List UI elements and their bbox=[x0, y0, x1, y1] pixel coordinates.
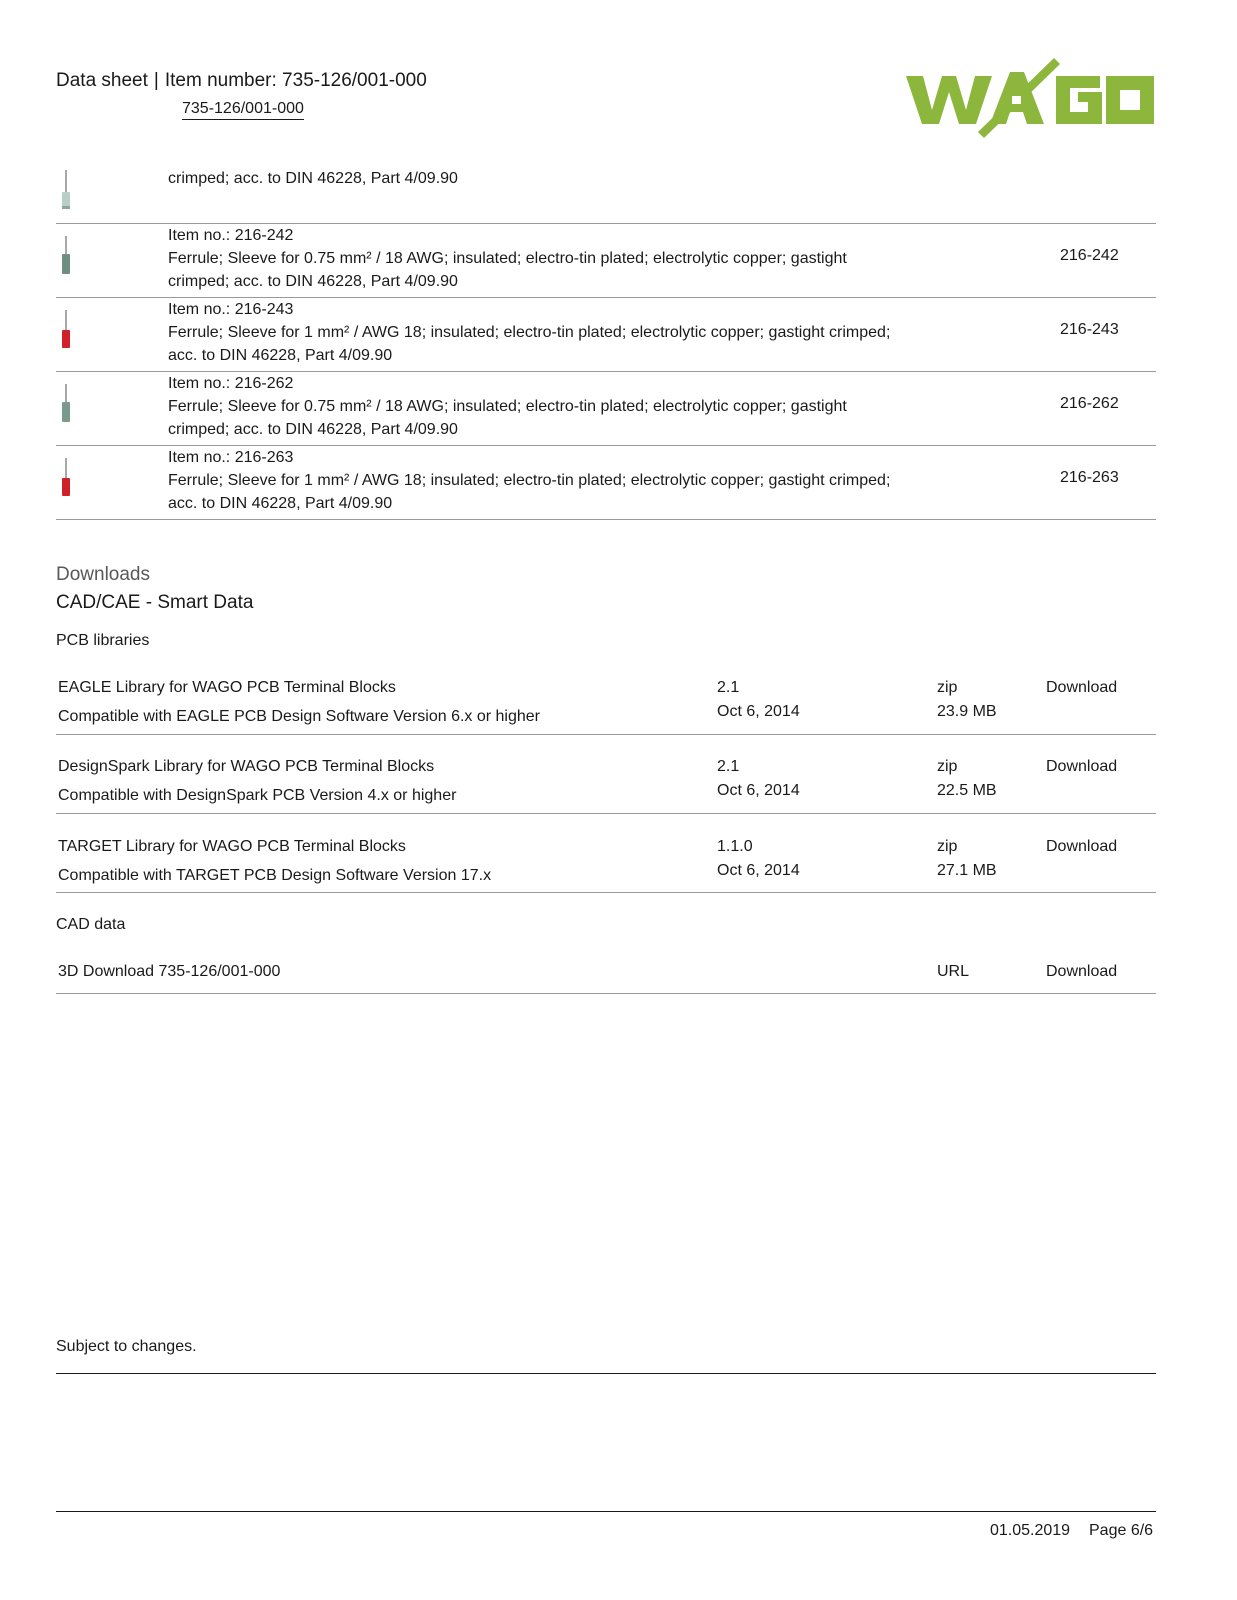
accessory-text bbox=[168, 298, 938, 367]
accessory-row bbox=[56, 224, 1156, 298]
downloads-subheading: CAD/CAE - Smart Data bbox=[56, 592, 254, 613]
accessory-code: 216-262 bbox=[1060, 395, 1119, 412]
download-compatibility: Compatible with EAGLE PCB Design Software Version 6.x or higher bbox=[58, 708, 541, 725]
accessory-text bbox=[168, 224, 938, 293]
accessory-item-number: Item no.: 216-242 bbox=[168, 227, 294, 244]
wago-logo-mark bbox=[906, 58, 1154, 138]
footer-divider bbox=[56, 1373, 1156, 1374]
accessory-row bbox=[56, 446, 1156, 520]
download-version: 2.1 bbox=[717, 679, 740, 696]
accessory-row bbox=[56, 372, 1156, 446]
accessory-row-partial bbox=[56, 160, 1156, 224]
accessory-item-number: Item no.: 216-263 bbox=[168, 449, 294, 466]
accessory-code: 216-263 bbox=[1060, 469, 1119, 486]
accessory-description: crimped; acc. to DIN 46228, Part 4/09.90 bbox=[168, 170, 458, 187]
page-bottom-divider bbox=[56, 1511, 1156, 1512]
page-number: Page 6/6 bbox=[1089, 1522, 1154, 1539]
download-size: 23.9 MB bbox=[937, 703, 997, 720]
document-title bbox=[56, 70, 427, 92]
title-item-number: Item number: 735-126/001-000 bbox=[164, 70, 427, 91]
download-format: zip bbox=[937, 758, 958, 775]
ferrule-image bbox=[56, 382, 76, 426]
ferrule-image bbox=[56, 456, 76, 500]
download-row bbox=[56, 963, 1156, 994]
download-row bbox=[56, 758, 1156, 814]
ferrule-image bbox=[56, 308, 76, 352]
title-prefix: Data sheet bbox=[56, 70, 148, 91]
accessory-text bbox=[168, 446, 938, 515]
download-date: Oct 6, 2014 bbox=[717, 703, 800, 720]
download-name: DesignSpark Library for WAGO PCB Terminal Blocks bbox=[58, 758, 435, 775]
cad-data-heading: CAD data bbox=[56, 916, 126, 933]
footer-date: 01.05.2019 bbox=[990, 1522, 1071, 1539]
accessory-line2: crimped; acc. to DIN 46228, Part 4/09.90 bbox=[168, 273, 458, 290]
download-version: 1.1.0 bbox=[717, 838, 753, 855]
accessory-line2: acc. to DIN 46228, Part 4/09.90 bbox=[168, 495, 393, 512]
title-separator: | bbox=[153, 70, 159, 91]
downloads-heading: Downloads bbox=[56, 564, 150, 585]
accessory-line2: acc. to DIN 46228, Part 4/09.90 bbox=[168, 347, 393, 364]
accessory-row bbox=[56, 298, 1156, 372]
ferrule-image bbox=[56, 168, 76, 212]
accessory-code: 216-242 bbox=[1060, 247, 1119, 264]
accessory-line1: Ferrule; Sleeve for 1 mm² / AWG 18; insulated; electro-tin plated; electrolytic copper; gastight crimped; bbox=[168, 472, 891, 489]
download-version: 2.1 bbox=[717, 758, 740, 775]
download-link[interactable]: Download bbox=[1046, 963, 1118, 980]
accessory-line1: Ferrule; Sleeve for 0.75 mm² / 18 AWG; insulated; electro-tin plated; electrolytic copper; gastight bbox=[168, 398, 847, 415]
ferrule-image bbox=[56, 234, 76, 278]
download-size: 22.5 MB bbox=[937, 782, 997, 799]
download-compatibility: Compatible with DesignSpark PCB Version 4.x or higher bbox=[58, 787, 457, 804]
download-name: TARGET Library for WAGO PCB Terminal Blocks bbox=[58, 838, 406, 855]
accessory-line1: Ferrule; Sleeve for 1 mm² / AWG 18; insulated; electro-tin plated; electrolytic copper; gastight crimped; bbox=[168, 324, 891, 341]
download-size: 27.1 MB bbox=[937, 862, 997, 879]
item-number-link[interactable]: 735-126/001-000 bbox=[182, 100, 304, 120]
accessory-line1: Ferrule; Sleeve for 0.75 mm² / 18 AWG; insulated; electro-tin plated; electrolytic copper; gastight bbox=[168, 250, 847, 267]
wago-logo bbox=[906, 58, 1154, 140]
download-link[interactable]: Download bbox=[1046, 758, 1118, 775]
accessory-text bbox=[168, 372, 938, 441]
download-link[interactable]: Download bbox=[1046, 838, 1118, 855]
download-date: Oct 6, 2014 bbox=[717, 782, 800, 799]
accessory-code: 216-243 bbox=[1060, 321, 1119, 338]
download-date: Oct 6, 2014 bbox=[717, 862, 800, 879]
download-compatibility: Compatible with TARGET PCB Design Software Version 17.x bbox=[58, 867, 492, 884]
download-name: 3D Download 735-126/001-000 bbox=[58, 963, 281, 980]
download-format: zip bbox=[937, 679, 958, 696]
download-format: URL bbox=[937, 963, 970, 980]
pcb-libraries-heading: PCB libraries bbox=[56, 632, 150, 649]
download-link[interactable]: Download bbox=[1046, 679, 1118, 696]
download-name: EAGLE Library for WAGO PCB Terminal Blocks bbox=[58, 679, 396, 696]
subject-to-changes-note: Subject to changes. bbox=[56, 1338, 197, 1355]
download-row bbox=[56, 838, 1156, 893]
accessory-line2: crimped; acc. to DIN 46228, Part 4/09.90 bbox=[168, 421, 458, 438]
accessory-item-number: Item no.: 216-243 bbox=[168, 301, 294, 318]
accessory-item-number: Item no.: 216-262 bbox=[168, 375, 294, 392]
download-format: zip bbox=[937, 838, 958, 855]
download-row bbox=[56, 679, 1156, 735]
